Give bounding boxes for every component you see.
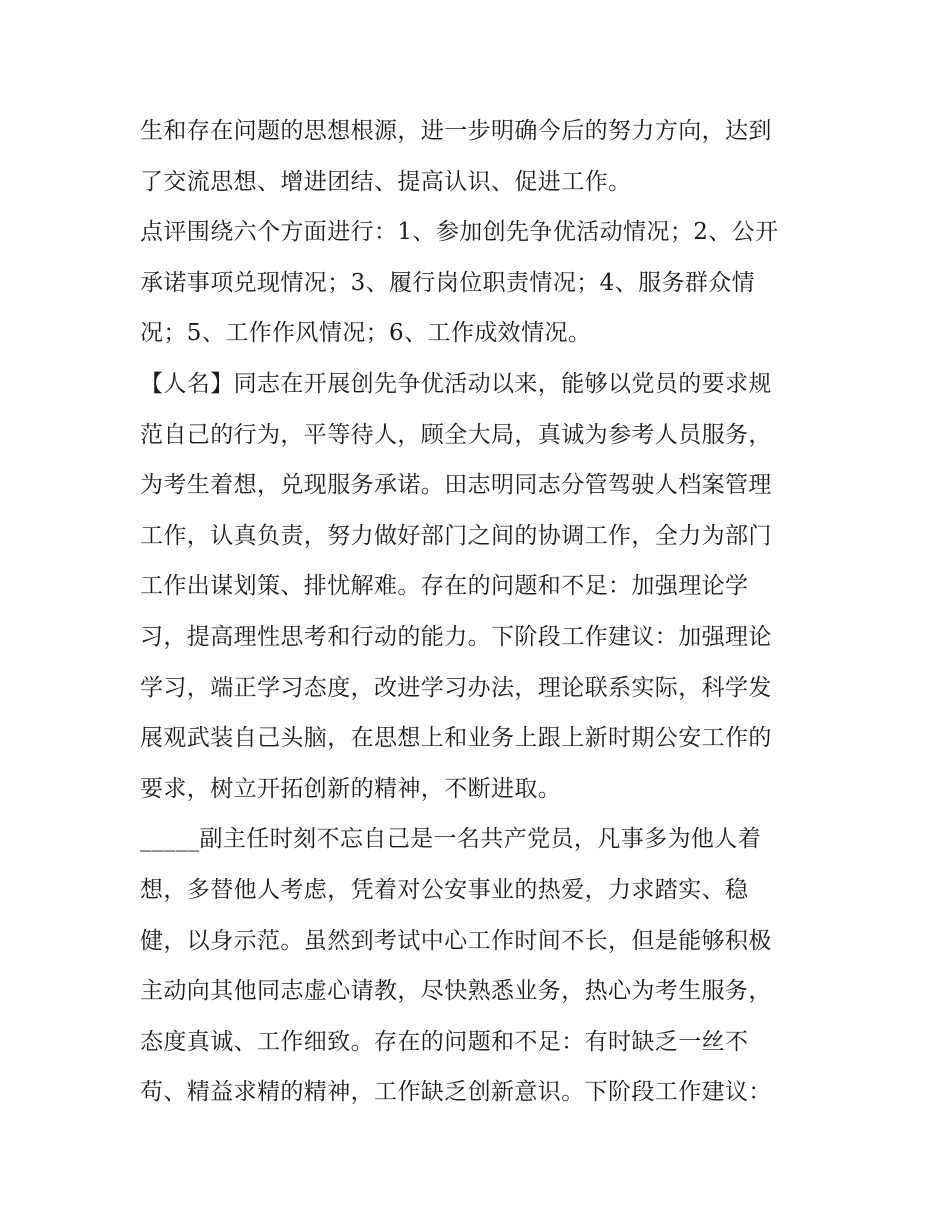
text-line-6: 【人名】同志在开展创先争优活动以来，能够以党员的要求规: [140, 370, 772, 397]
text-line-18: 主动向其他同志虚心请教，尽快熟悉业务，热心为考生服务，: [140, 978, 772, 1005]
text-line-9: 工作，认真负责，努力做好部门之间的协调工作，全力为部门: [140, 522, 772, 549]
text-line-20: 苟、精益求精的精神，工作缺乏创新意识。下阶段工作建议：: [140, 1079, 772, 1106]
document-body: [140, 106, 812, 1118]
text-line-19: 态度真诚、工作细致。存在的问题和不足：有时缺乏一丝不: [140, 1028, 749, 1055]
text-line-17: 健，以身示范。虽然到考试中心工作时间不长，但是能够积极: [140, 927, 772, 954]
text-line-2: 了交流思想、增进团结、提高认识、促进工作。: [140, 168, 632, 195]
text-line-3: 点评围绕六个方面进行：1、参加创先争优活动情况；2、公开: [140, 219, 779, 246]
text-line-11: 习，提高理性思考和行动的能力。下阶段工作建议：加强理论: [140, 623, 772, 650]
text-line-13: 展观武装自己头脑，在思想上和业务上跟上新时期公安工作的: [140, 725, 772, 752]
text-line-16: 想，多替他人考虑，凭着对公安事业的热爱，力求踏实、稳: [140, 876, 749, 903]
text-line-12: 学习，端正学习态度，改进学习办法，理论联系实际，科学发: [140, 674, 772, 701]
text-line-1: 生和存在问题的思想根源，进一步明确今后的努力方向，达到: [140, 118, 772, 144]
text-line-14: 要求，树立开拓创新的精神，不断进取。: [140, 775, 562, 802]
text-line-7: 范自己的行为，平等待人，顾全大局，真诚为参考人员服务，: [140, 421, 772, 448]
text-line-5: 况；5、工作作风情况；6、工作成效情况。: [140, 320, 592, 347]
text-line-8: 为考生着想，兑现服务承诺。田志明同志分管驾驶人档案管理: [140, 472, 772, 499]
text-line-10: 工作出谋划策、排忧解难。存在的问题和不足：加强理论学: [140, 573, 749, 600]
text-line-4: 承诺事项兑现情况；3、履行岗位职责情况；4、服务群众情: [140, 269, 756, 296]
text-line-15: _____副主任时刻不忘自己是一名共产党员，凡事多为他人着: [140, 826, 762, 853]
